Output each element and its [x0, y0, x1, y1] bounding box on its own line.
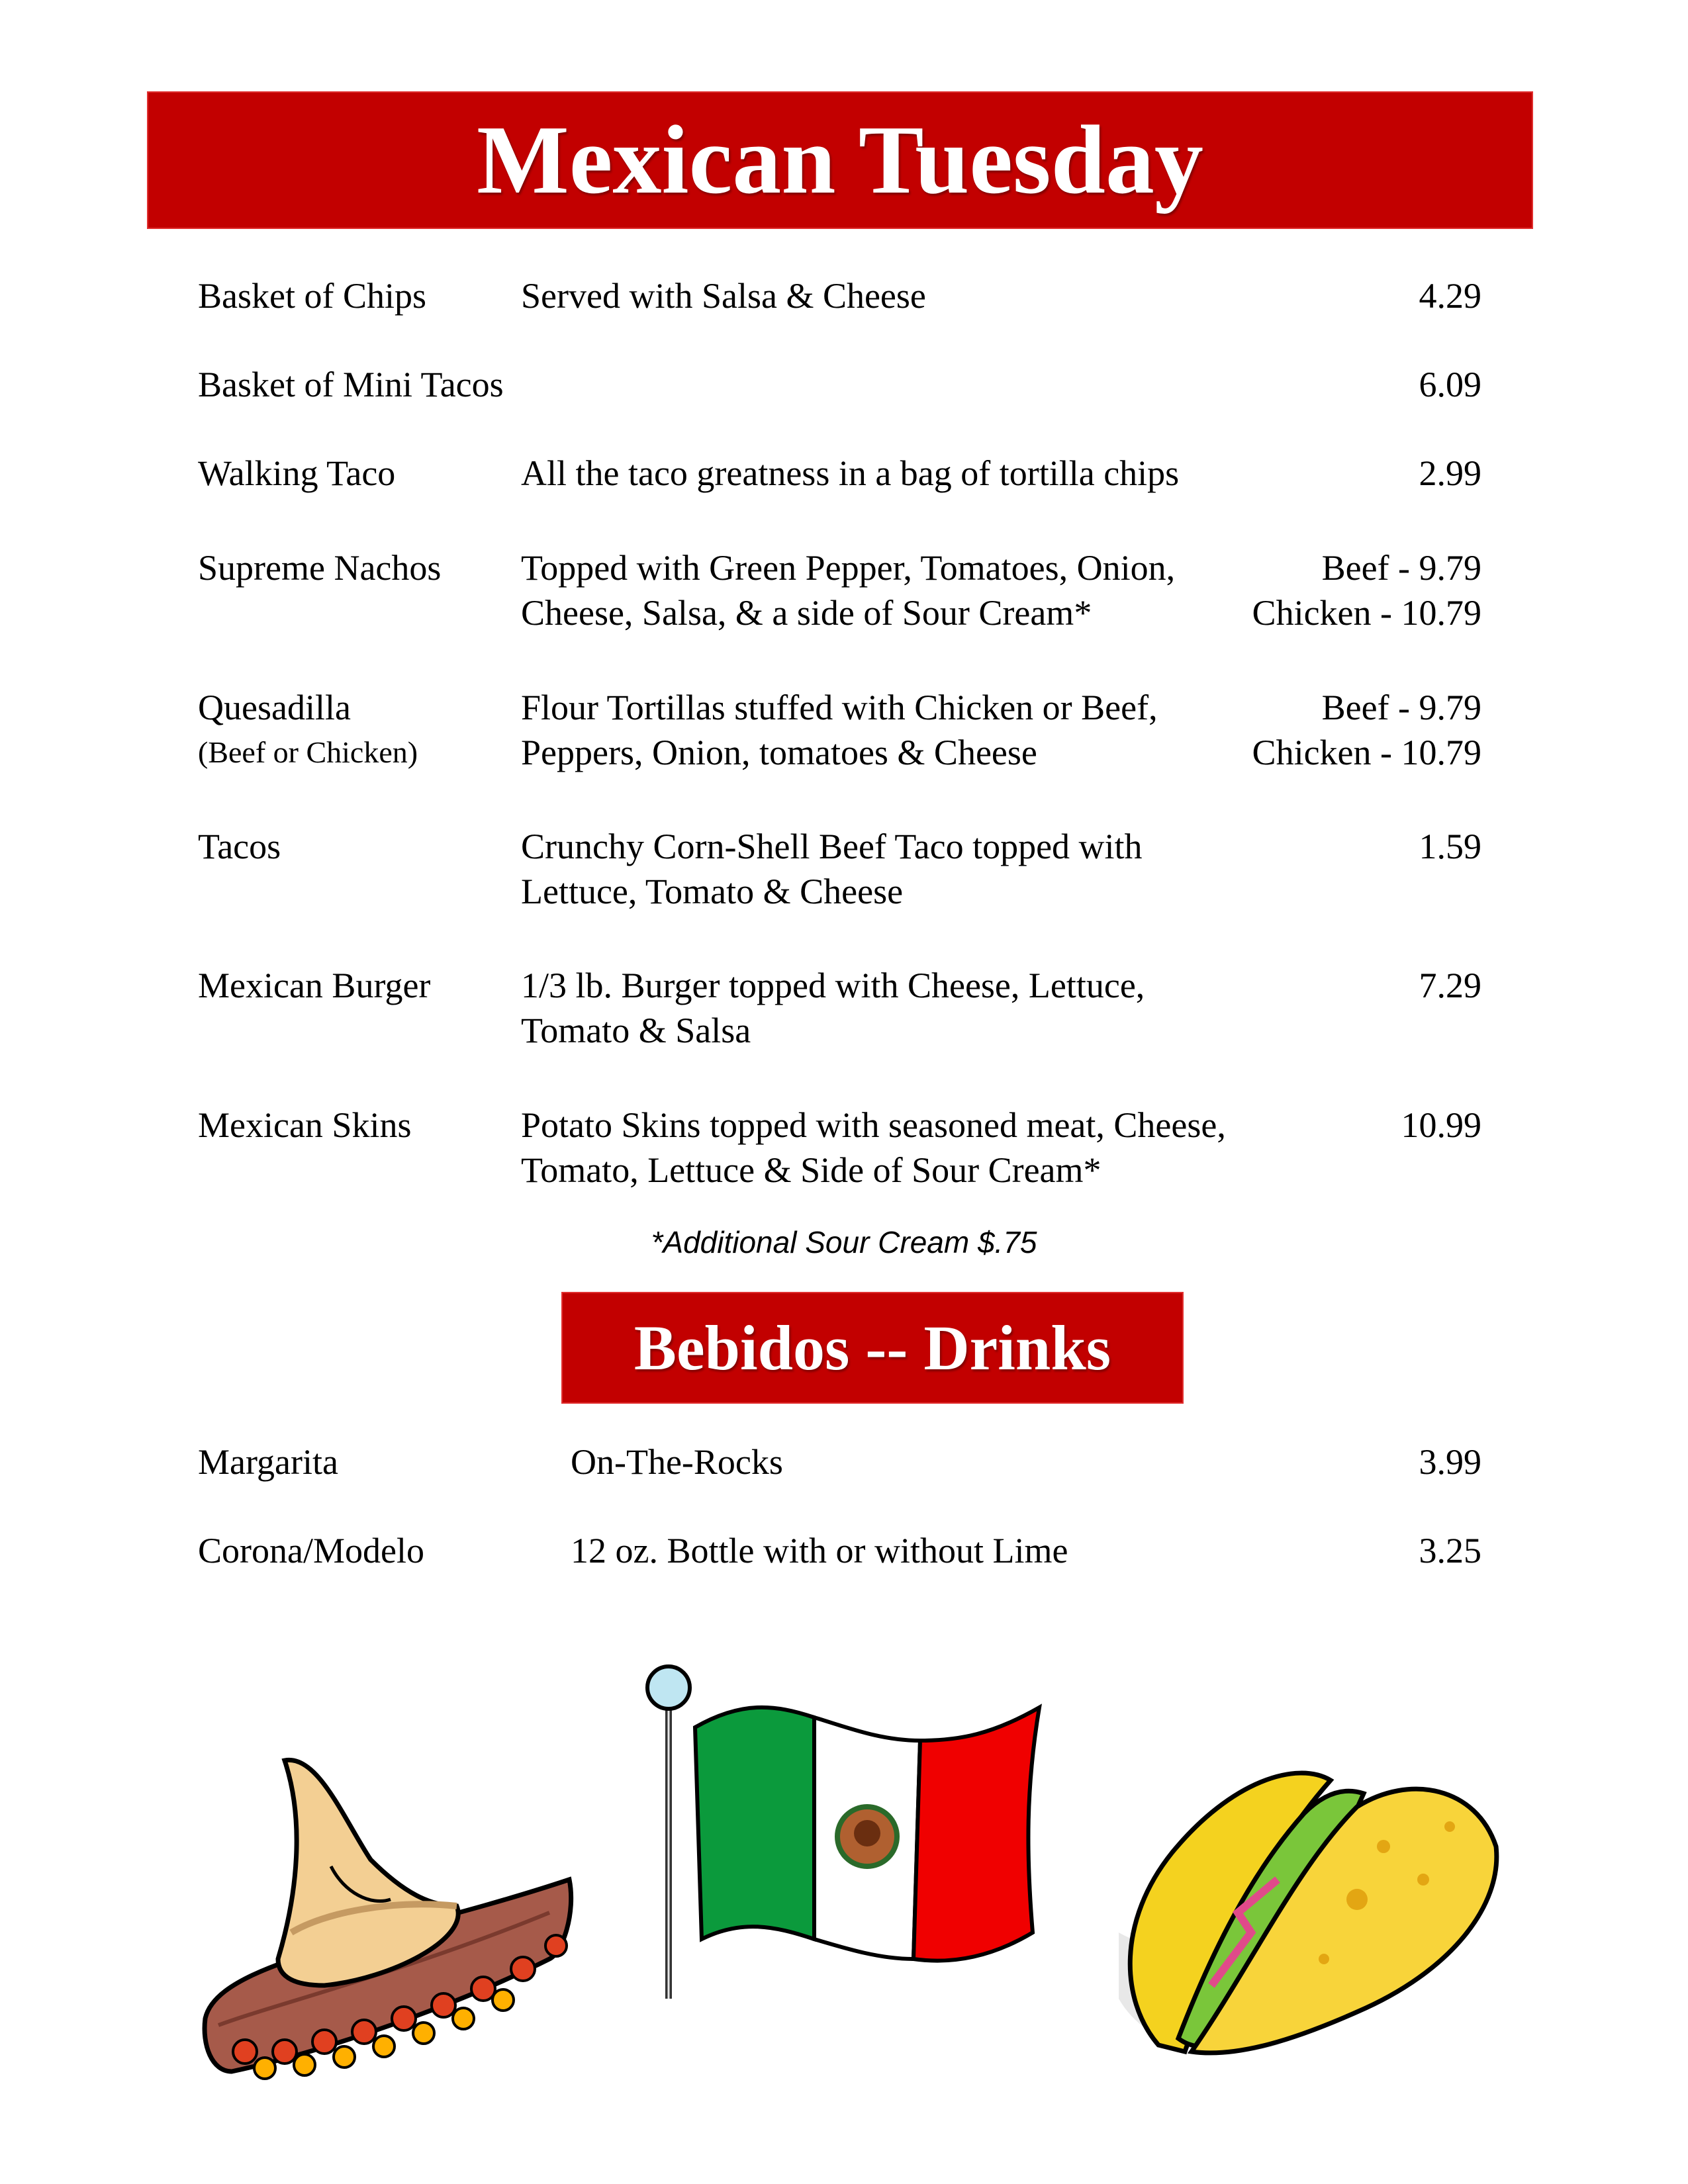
description-line: Peppers, Onion, tomatoes & Cheese	[521, 733, 1037, 772]
description-line: Flour Tortillas stuffed with Chicken or Beef,	[521, 688, 1158, 727]
item-description: Served with Salsa & Cheese	[521, 276, 926, 316]
item-price: 4.29	[1419, 276, 1481, 316]
drink-description: On-The-Rocks	[571, 1442, 783, 1482]
item-name: Basket of Mini Tacos	[198, 365, 504, 404]
item-subtitle: (Beef or Chicken)	[198, 735, 418, 769]
item-description	[521, 685, 1158, 775]
description-line: Topped with Green Pepper, Tomatoes, Onion,	[521, 548, 1176, 588]
item-price	[1252, 545, 1481, 635]
item-description	[521, 963, 1145, 1053]
item-name: Basket of Chips	[198, 276, 426, 316]
item-description	[521, 545, 1175, 635]
sombrero-icon	[192, 1741, 583, 2085]
page-title: Mexican Tuesday	[477, 106, 1203, 214]
price-chicken: Chicken - 10.79	[1252, 733, 1481, 772]
price-beef: Beef - 9.79	[1321, 688, 1481, 727]
footnote: *Additional Sour Cream $.75	[651, 1225, 1037, 1259]
price-chicken: Chicken - 10.79	[1252, 593, 1481, 633]
mexican-flag-icon	[629, 1655, 1053, 1999]
item-description: All the taco greatness in a bag of tortilla chips	[521, 453, 1180, 493]
description-line: 1/3 lb. Burger topped with Cheese, Lettuce,	[521, 966, 1145, 1005]
item-price: 6.09	[1419, 365, 1481, 404]
item-name: Tacos	[198, 827, 281, 866]
item-name	[198, 685, 418, 775]
item-description	[521, 1103, 1226, 1193]
item-price: 7.29	[1419, 966, 1481, 1005]
drinks-banner	[561, 1292, 1184, 1404]
description-line: Crunchy Corn-Shell Beef Taco topped with	[521, 827, 1143, 866]
item-price: 1.59	[1419, 827, 1481, 866]
item-price	[1252, 685, 1481, 775]
item-description	[521, 824, 1143, 914]
item-name-label: Quesadilla	[198, 688, 351, 727]
item-name: Mexican Skins	[198, 1105, 412, 1145]
drink-name: Margarita	[198, 1442, 338, 1482]
item-name: Mexican Burger	[198, 966, 431, 1005]
description-line: Tomato & Salsa	[521, 1011, 751, 1050]
item-price: 10.99	[1401, 1105, 1481, 1145]
drink-description: 12 oz. Bottle with or without Lime	[571, 1531, 1068, 1570]
description-line: Lettuce, Tomato & Cheese	[521, 872, 904, 911]
drink-price: 3.25	[1419, 1531, 1481, 1570]
drinks-title: Bebidos -- Drinks	[633, 1312, 1111, 1383]
description-line: Cheese, Salsa, & a side of Sour Cream*	[521, 593, 1092, 633]
description-line: Potato Skins topped with seasoned meat, Cheese,	[521, 1105, 1226, 1145]
price-beef: Beef - 9.79	[1321, 548, 1481, 588]
drink-price: 3.99	[1419, 1442, 1481, 1482]
item-price: 2.99	[1419, 453, 1481, 493]
description-line: Tomato, Lettuce & Side of Sour Cream*	[521, 1150, 1102, 1190]
item-name: Walking Taco	[198, 453, 396, 493]
item-name: Supreme Nachos	[198, 548, 442, 588]
drink-name: Corona/Modelo	[198, 1531, 424, 1570]
title-banner	[147, 91, 1533, 229]
taco-icon	[1079, 1734, 1542, 2091]
